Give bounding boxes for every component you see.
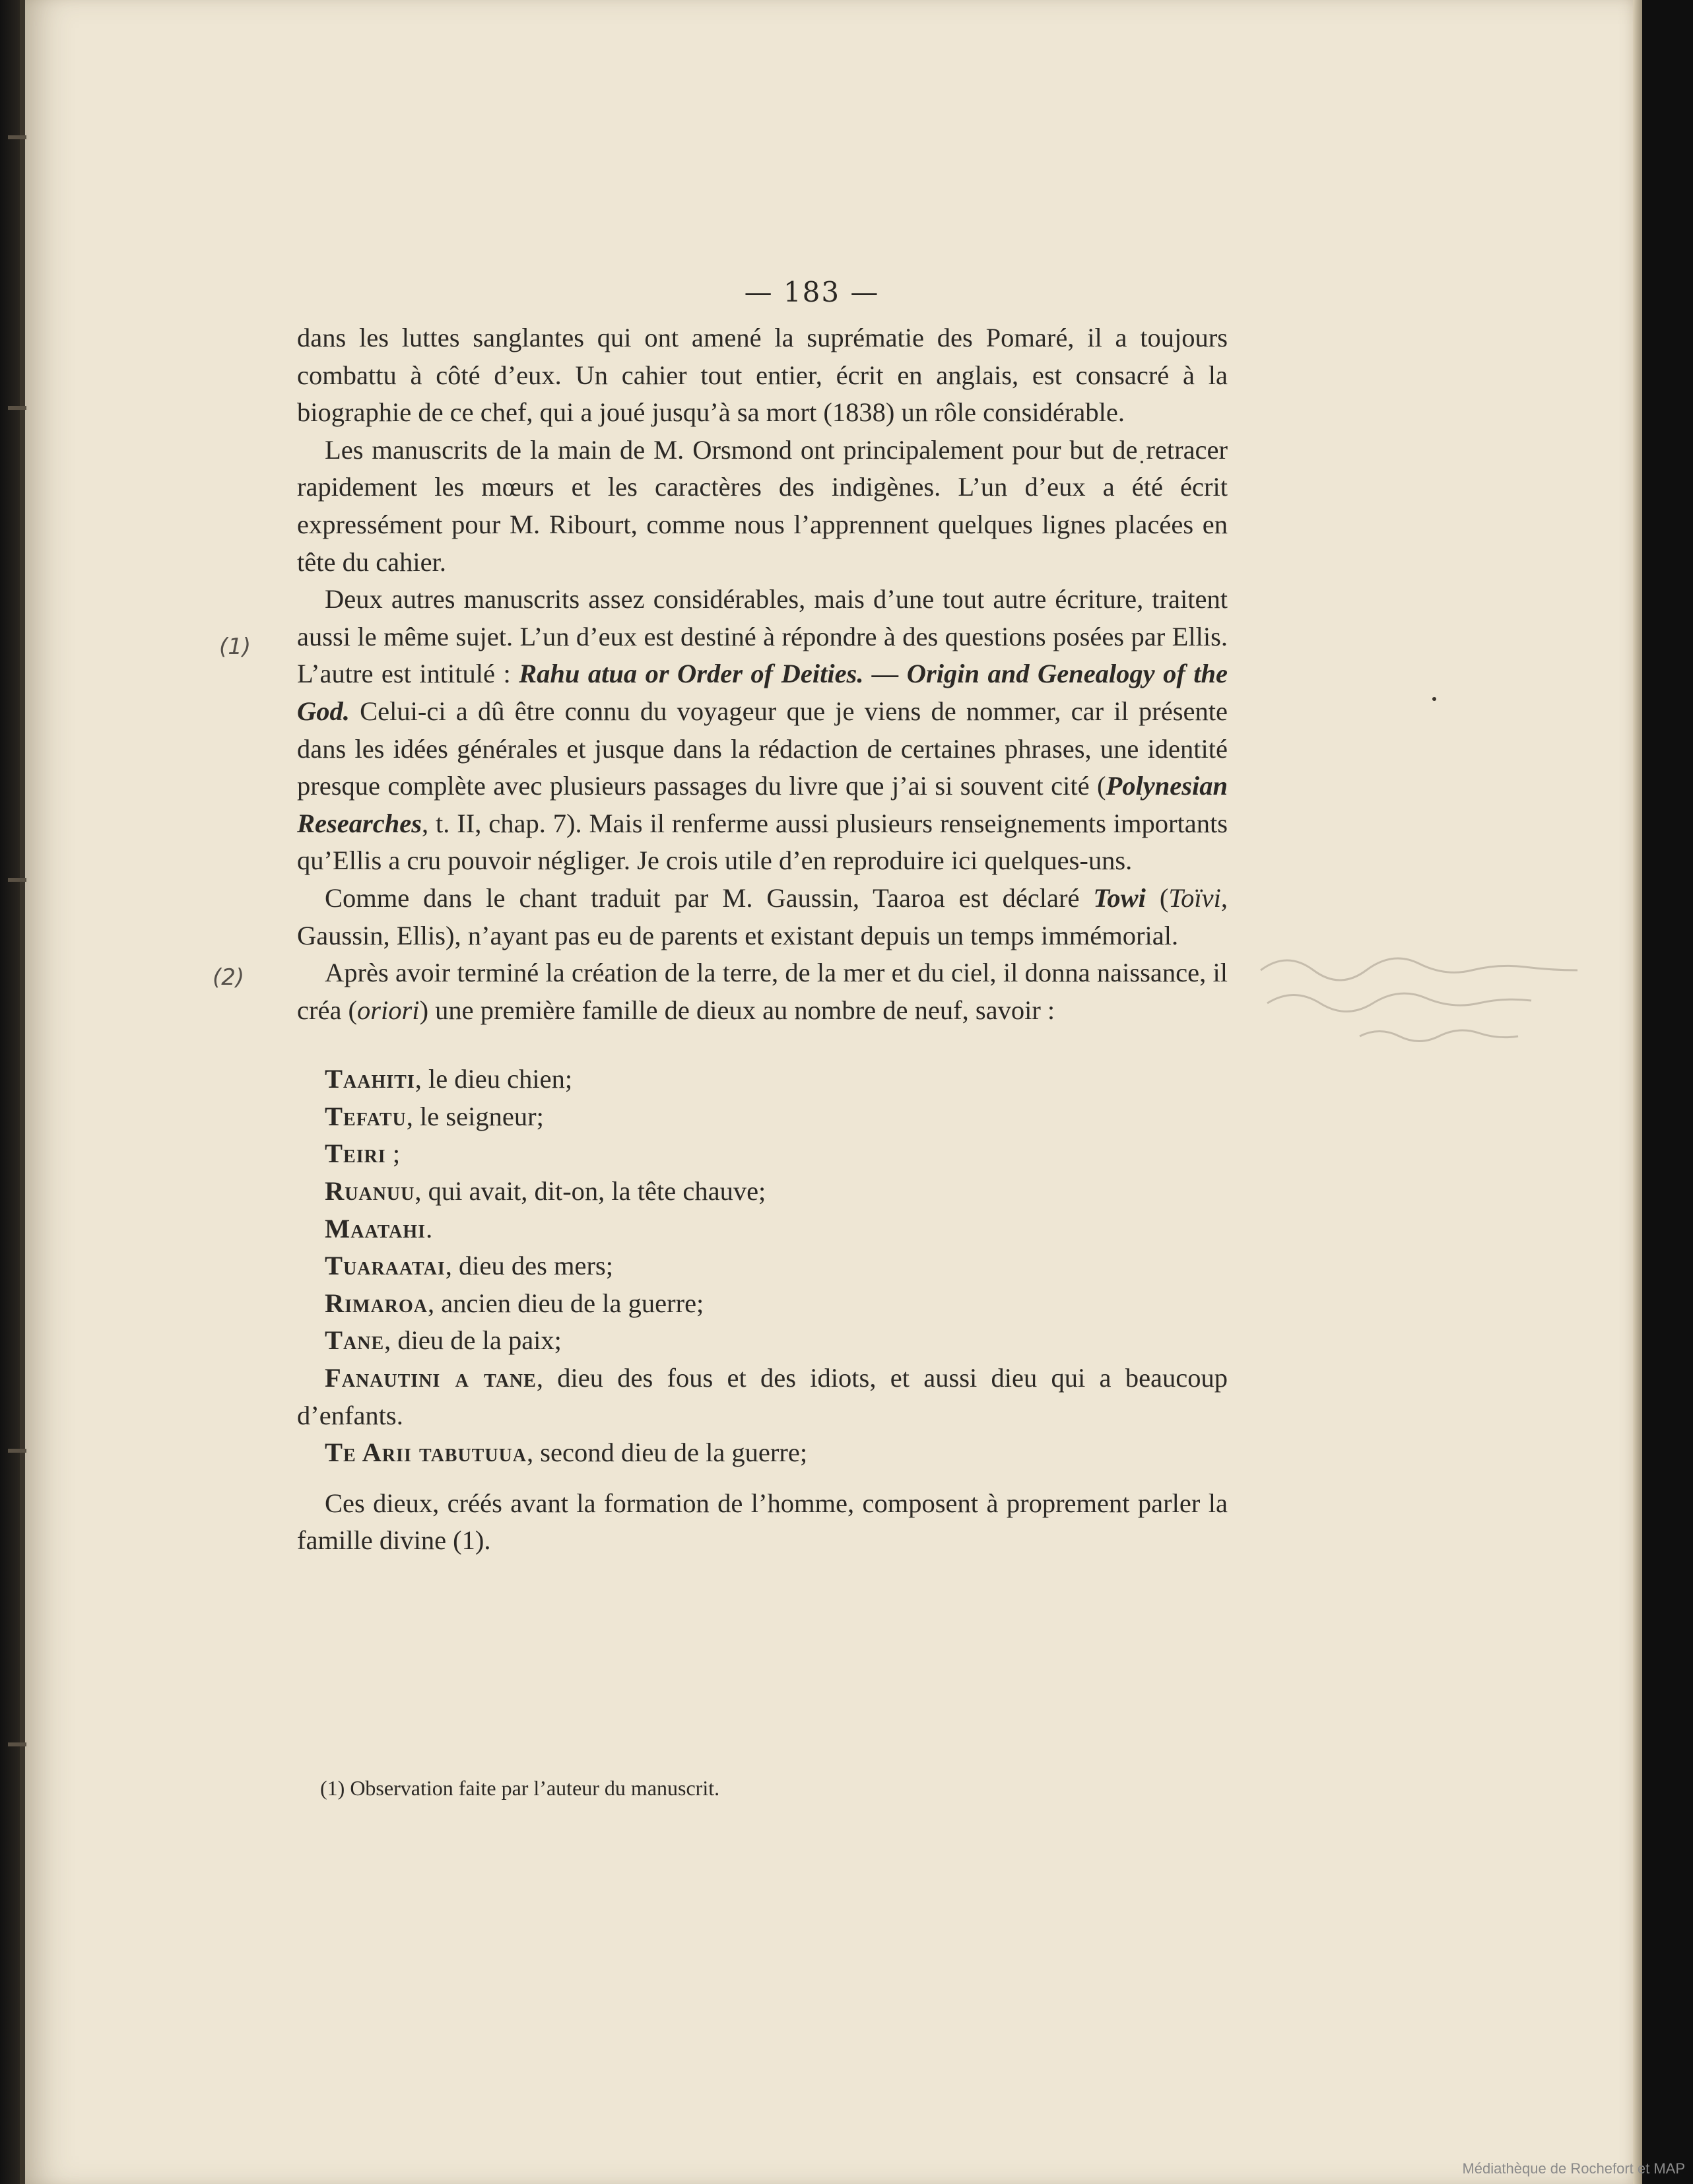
list-item: Rimaroa, ancien dieu de la guerre; — [325, 1288, 704, 1318]
paragraph: dans les luttes sanglantes qui ont amené la suprématie des Pomaré, il a toujours combattu à côté d’eux. Un cahier tout entier, écrit en anglais, est consacré à la biographie de ce chef, qui a joué jusqu’à sa mort (1838) un rôle considérable. — [297, 323, 1228, 428]
page-edge — [1633, 0, 1642, 2184]
footnote: (1) Observation faite par l’auteur du manuscrit. — [320, 1776, 720, 1800]
binding-clip — [8, 1742, 26, 1746]
list-item: Tefatu, le seigneur; — [325, 1101, 544, 1131]
list-item: Maatahi. — [325, 1213, 433, 1243]
list-item: Fanautini a tane, dieu des fous et des idiots, et aussi dieu qui a beaucoup d’enfants. — [297, 1363, 1228, 1430]
book-title: Polynesian Researches — [297, 771, 1228, 838]
main-text — [297, 319, 1228, 1560]
paragraph: Après avoir terminé la création de la terre, de la mer et du ciel, il donna naissance, il créa (oriori) une première famille de dieux au nombre de neuf, savoir : — [297, 958, 1228, 1025]
paragraph: Deux autres manuscrits assez considérables, mais d’une tout autre écriture, traitent aussi le même sujet. L’un d’eux est destiné à répondre à des questions posées par Ellis. L’autre est intitulé : Rahu atua or Order of Deities. — Origin and Genealogy of the God. Celui-ci a dû être connu du voyageur que je viens de nommer, car il présente dans les idées générales et jusque dans la rédaction de certaines phrases, une identité presque complète avec plusieurs passages du livre que j’ai si souvent cité (Polynesian Researches, t. II, chap. 7). Mais il renferme aussi plusieurs renseignements importants qu’Ellis a cru pouvoir négliger. Je crois utile d’en reproduire ici quelques-uns. — [297, 584, 1228, 876]
paragraph: Ces dieux, créés avant la formation de l’homme, composent à proprement parler la famille divine (1). — [297, 1488, 1228, 1556]
binding-clip — [8, 1449, 26, 1453]
list-item: Teiri ; — [325, 1139, 401, 1169]
faint-handwriting — [1254, 924, 1597, 1069]
list-item: Taahiti, le dieu chien; — [325, 1064, 573, 1094]
watermark: Médiathèque de Rochefort et MAP — [1462, 2160, 1685, 2177]
binding-clip — [8, 135, 26, 139]
binding-clip — [8, 406, 26, 410]
margin-annotation: (1) — [219, 634, 251, 660]
list-item: Tane, dieu de la paix; — [325, 1325, 562, 1356]
binding-edge — [20, 0, 24, 2184]
list-item: Ruanuu, qui avait, dit-on, la tête chauve; — [325, 1176, 766, 1207]
list-item: Te Arii tabutuua, second dieu de la guerre; — [325, 1438, 808, 1468]
paragraph: Comme dans le chant traduit par M. Gaussin, Taaroa est déclaré Towi (Toïvi, Gaussin, Ellis), n’ayant pas eu de parents et existant depuis un temps immémorial. — [297, 882, 1228, 950]
page-speck — [1432, 697, 1436, 701]
paragraph: Les manuscrits de la main de M. Orsmond ont principalement pour but de retracer rapidement les mœurs et les caractères des indigènes. L’un d’eux a été écrit expressément pour M. Ribourt, comme nous l’apprennent quelques lignes placées en tête du cahier. — [297, 434, 1228, 577]
binding-clip — [8, 878, 26, 882]
scan-background — [1642, 0, 1693, 2184]
manuscript-title: Rahu atua or Order of Deities. — Origin and Genealogy of the God. — [297, 659, 1228, 726]
page-number: — 183 — — [744, 276, 880, 308]
margin-annotation: (2) — [213, 964, 245, 991]
god-list — [297, 1061, 1228, 1472]
list-item: Tuaraatai, dieu des mers; — [325, 1251, 613, 1281]
